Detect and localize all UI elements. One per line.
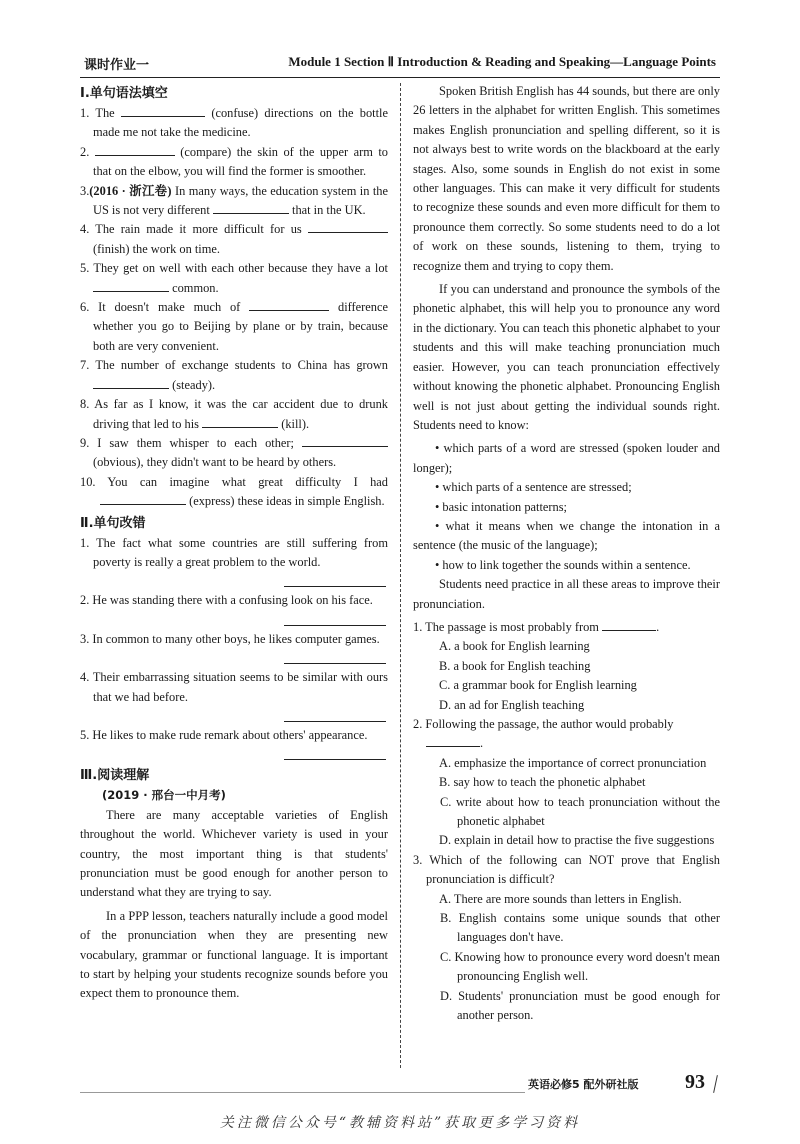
- answer-blank[interactable]: [100, 492, 186, 505]
- header-homework-label: 课时作业一: [84, 58, 150, 73]
- reading-question-3: 3. Which of the following can NOT prove that English pronunciation is difficult?: [413, 852, 720, 887]
- correction-answer-line[interactable]: [284, 759, 386, 760]
- header-rule: [80, 77, 720, 78]
- page-footer: [528, 1073, 720, 1095]
- option[interactable]: A. There are more sounds than letters in English.: [439, 891, 682, 906]
- watermark: 关注微信公众号“教辅资料站”获取更多学习资料: [219, 1115, 581, 1131]
- answer-blank[interactable]: [308, 220, 388, 233]
- reading-paragraph-1: There are many acceptable varieties of English throughout the world. Whichever variety is used in your country, the most important thing is that students' pronunciation must be good enough for another person to understand what they are trying to say.: [80, 807, 388, 900]
- answer-blank[interactable]: [93, 279, 169, 292]
- question-9: 9. I saw them whisper to each other; (obvious), they didn't want to be heard by others.: [80, 434, 388, 473]
- question-10: 10. You can imagine what great difficulty I had (express) these ideas in simple English.: [80, 474, 388, 509]
- footer-slash: [713, 1075, 718, 1093]
- reading-paragraph-3: Spoken British English has 44 sounds, but there are only 26 letters in the alphabet for written English. This sometimes makes English pronunciation and spelling different, so it is not always best to write words on the blackboard at the early stages. Also, some sounds in English do not exist in some other languages. This can make it very difficult for students to recognize these sounds and even more difficult for them to pronounce them correctly. So some students need to do a lot of work on these sounds, listening to them, trying to recognize them and trying to copy them.: [413, 84, 720, 273]
- option[interactable]: C. Knowing how to pronounce every word doesn't mean pronouncing English well.: [440, 949, 720, 984]
- question-5: 5. They get on well with each other because they have a lot common.: [80, 261, 388, 295]
- question-7: 7. The number of exchange students to China has grown (steady).: [80, 358, 388, 392]
- option[interactable]: C. a grammar book for English learning: [439, 678, 637, 693]
- left-column: [80, 82, 388, 1008]
- reading-question-1: 1. The passage is most probably from .: [413, 619, 660, 634]
- reading-paragraph-4: If you can understand and pronounce the symbols of the phonetic alphabet, this will help you to pronounce any word in the dictionary. You can teach this phonetic alphabet to your students and this will make teaching pronunciation much easier. However, you can teach pronunciation effectively without knowing the phonetic alphabet. Pronouncing English well is not just about getting the individual sounds right. Students need to know:: [413, 282, 720, 432]
- option[interactable]: B. say how to teach the phonetic alphabet: [439, 775, 646, 790]
- answer-blank[interactable]: [249, 298, 329, 311]
- answer-blank[interactable]: [213, 201, 289, 214]
- bullet-item: • which parts of a sentence are stressed;: [435, 480, 632, 495]
- footer-rule: [80, 1092, 525, 1093]
- answer-blank[interactable]: [602, 618, 656, 631]
- section3-title: Ⅲ.阅读理解: [80, 768, 150, 784]
- bullet-item: • what it means when we change the intonation in a sentence (the music of the language);: [413, 518, 720, 553]
- book-title: 英语必修5 配外研社版: [528, 1078, 639, 1091]
- section2-title: Ⅱ.单句改错: [80, 515, 146, 531]
- option[interactable]: B. English contains some unique sounds that other languages don't have.: [440, 911, 720, 945]
- answer-blank[interactable]: [121, 104, 205, 117]
- option[interactable]: D. an ad for English teaching: [439, 697, 585, 712]
- option[interactable]: A. a book for English learning: [439, 639, 590, 654]
- question-8: 8. As far as I know, it was the car accident due to drunk driving that led to his (kill).: [80, 397, 388, 431]
- right-column: [413, 82, 720, 1026]
- bullet-item: • which parts of a word are stressed (spoken louder and longer);: [413, 441, 720, 475]
- option[interactable]: A. emphasize the importance of correct pronunciation: [439, 755, 707, 770]
- correction-item-1: 1. The fact what some countries are still suffering from poverty is really a great problem to the world.: [80, 535, 388, 569]
- correction-item-2: 2. He was standing there with a confusing look on his face.: [80, 593, 373, 608]
- option[interactable]: D. explain in detail how to practise the five suggestions: [439, 833, 715, 848]
- correction-answer-line[interactable]: [284, 625, 386, 626]
- column-divider: [400, 83, 401, 1068]
- answer-blank[interactable]: [93, 376, 169, 389]
- answer-blank[interactable]: [202, 415, 278, 428]
- answer-blank[interactable]: [426, 734, 480, 747]
- correction-item-4: 4. Their embarrassing situation seems to be similar with ours that we had before.: [80, 670, 388, 704]
- answer-blank[interactable]: [95, 143, 175, 156]
- answer-blank[interactable]: [302, 434, 388, 447]
- reading-source: (2019 · 邢台一中月考): [102, 788, 226, 803]
- question-1: 1. The (confuse) directions on the bottle made me not take the medicine.: [80, 106, 388, 140]
- bullet-item: • how to link together the sounds within a sentence.: [435, 557, 691, 572]
- bullet-item: • basic intonation patterns;: [435, 499, 568, 514]
- correction-item-5: 5. He likes to make rude remark about others' appearance.: [80, 727, 368, 742]
- section1-title: Ⅰ.单句语法填空: [80, 86, 168, 101]
- correction-answer-line[interactable]: [284, 721, 386, 722]
- reading-question-2: 2. Following the passage, the author would probably .: [413, 717, 674, 751]
- correction-answer-line[interactable]: [284, 586, 386, 587]
- question-4: 4. The rain made it more difficult for us (finish) the work on time.: [80, 220, 388, 259]
- option[interactable]: C. write about how to teach pronunciation without the phonetic alphabet: [440, 794, 720, 829]
- reading-closing: Students need practice in all these areas to improve their pronunciation.: [413, 577, 720, 611]
- header-title: Module 1 Section Ⅱ Introduction & Reading and Speaking—Language Points: [288, 54, 716, 69]
- reading-paragraph-2: In a PPP lesson, teachers naturally include a good model of the pronunciation when they are presenting new vocabulary, grammar or functional language. It is important to start by helping your students recognize sounds before you expect them to pronounce them.: [80, 908, 388, 1001]
- correction-item-3: 3. In common to many other boys, he likes computer games.: [80, 631, 380, 646]
- question-2: 2. (compare) the skin of the upper arm to that on the elbow, you will find the former is smoother.: [80, 144, 388, 179]
- question-source: (2016 · 浙江卷): [89, 183, 172, 198]
- option[interactable]: B. a book for English teaching: [439, 658, 591, 673]
- page-number: 93: [685, 1071, 705, 1093]
- question-6: 6. It doesn't make much of difference whether you go to Beijing by plane or by train, because both are very convenient.: [80, 300, 388, 353]
- correction-answer-line[interactable]: [284, 663, 386, 664]
- option[interactable]: D. Students' pronunciation must be good enough for another person.: [440, 988, 720, 1023]
- question-3: 3.(2016 · 浙江卷) In many ways, the education system in the US is not very different that in the UK.: [80, 183, 388, 218]
- page-header: [80, 50, 720, 78]
